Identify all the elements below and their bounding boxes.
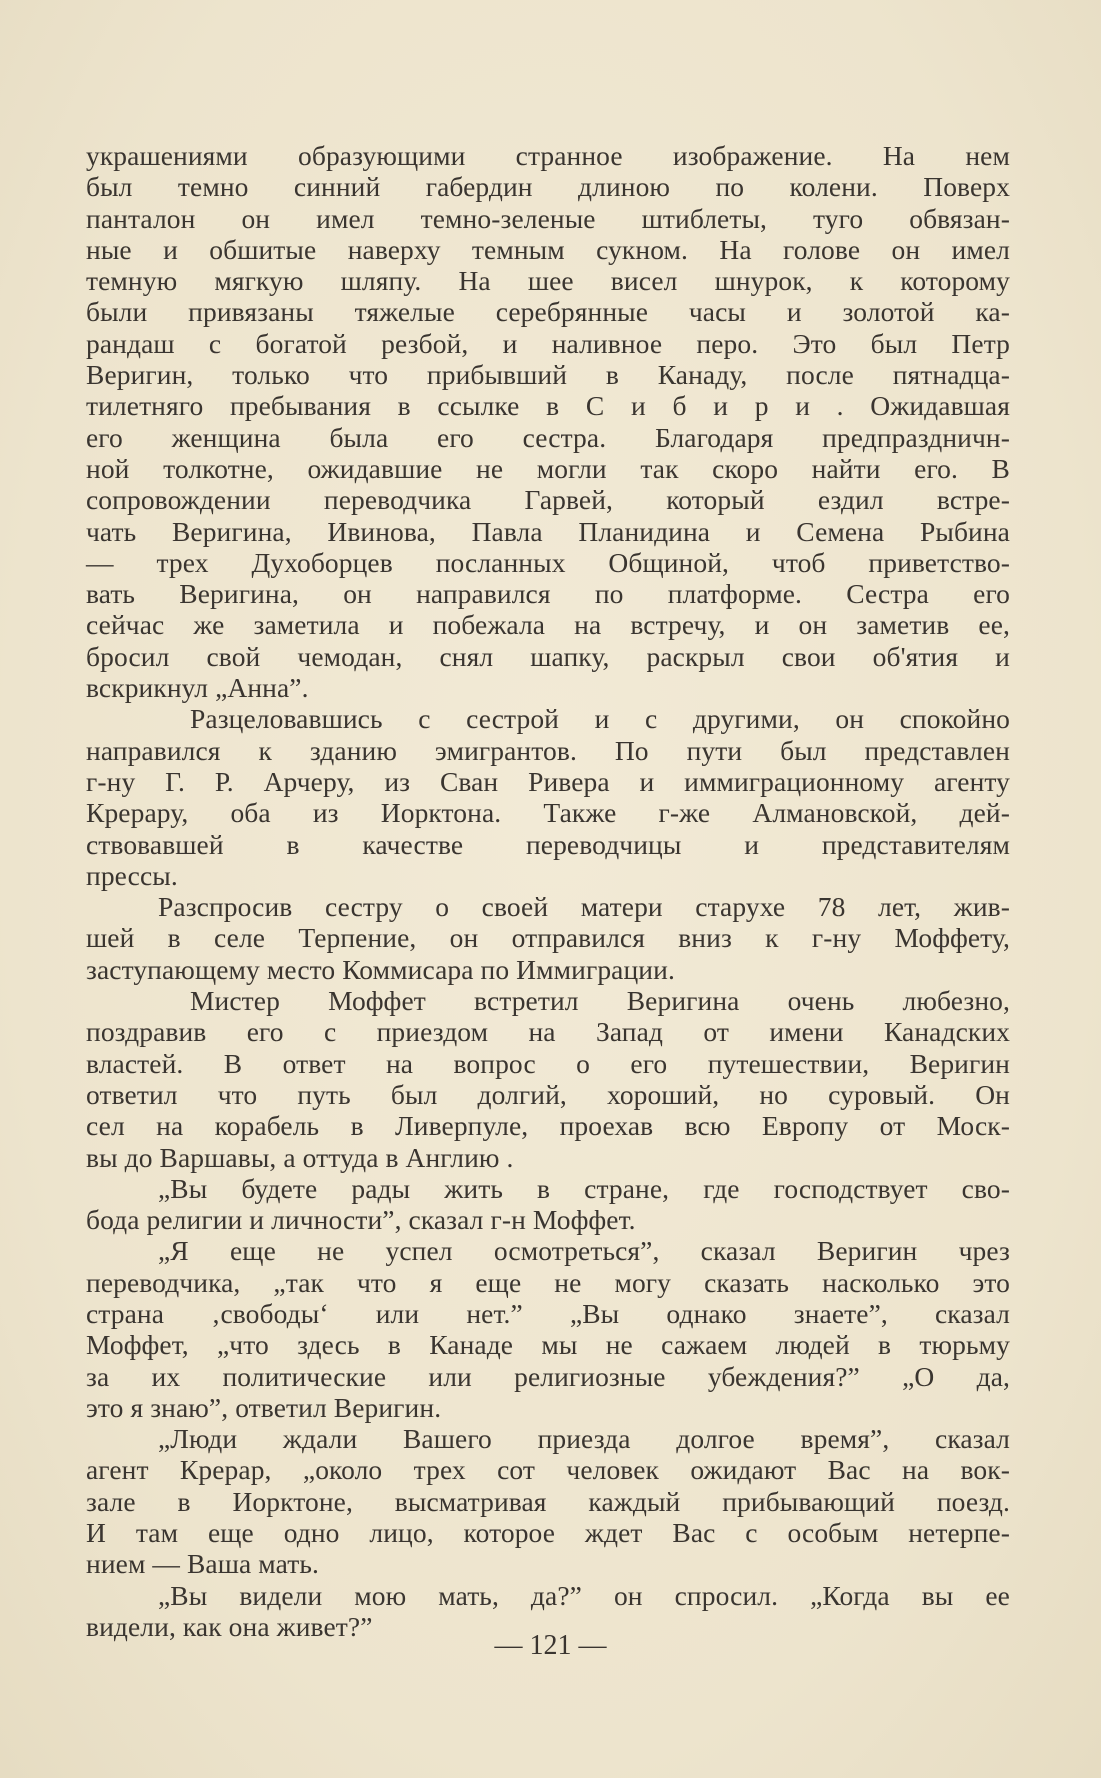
text-line: ответил что путь был долгий, хороший, но суровый. Он: [86, 1078, 1010, 1110]
text-line: за их политические или религиозные убеждения?” „О да,: [86, 1360, 1010, 1392]
text-line: Веригин, только что прибывший в Канаду, после пятнадца-: [86, 359, 1010, 391]
text-line: страна ‚свободы‘ или нет.” „Вы однако знаете”, сказал: [86, 1297, 1010, 1329]
text-line: — трех Духоборцев посланных Общиной, чтоб приветство-: [86, 546, 1010, 578]
text-line: ствовавшей в качестве переводчицы и представителям: [86, 828, 1010, 860]
text-line: Моффет, „что здесь в Канаде мы не сажаем людей в тюрьму: [86, 1329, 1010, 1361]
text-line: И там еще одно лицо, которое ждет Вас с особым нетерпе-: [86, 1517, 1010, 1549]
text-line: рандаш с богатой резбой, и наливное перо. Это был Петр: [86, 327, 1010, 359]
text-line: украшениями образующими странное изображение. На нем: [86, 140, 1010, 171]
text-line: тилетняго пребывания в ссылке в С и б и р и . Ожидавшая: [86, 390, 1010, 422]
page-number: — 121 —: [494, 1630, 607, 1661]
text-line: темную мягкую шляпу. На шее висел шнурок, к которому: [86, 265, 1010, 297]
text-line: вскрикнул „Анна”.: [86, 672, 309, 704]
text-line: Крерару, оба из Иорктона. Также г-же Алмановской, дей-: [86, 797, 1010, 829]
text-line: панталон он имел темно-зеленые штиблеты, туго обвязан-: [86, 202, 1010, 234]
text-line: бросил свой чемодан, снял шапку, раскрыл свои об'ятия и: [86, 640, 1010, 672]
text-line: сейчас же заметила и побежала на встречу, и он заметив ее,: [86, 609, 1010, 641]
text-line: был темно синний габердин длиною по колени. Поверх: [86, 171, 1010, 203]
body-text: [86, 140, 1010, 1642]
text-line: Мистер Моффет встретил Веригина очень любезно,: [190, 985, 1010, 1017]
text-line: г-ну Г. Р. Арчеру, из Сван Ривера и иммиграционному агенту: [86, 765, 1010, 797]
text-line: бода религии и личности”, сказал г-н Моффет.: [86, 1204, 636, 1236]
paragraph: [86, 891, 1010, 985]
text-line: это я знаю”, ответил Веригин.: [86, 1391, 442, 1423]
text-line: заступающему место Коммисара по Иммиграции.: [86, 953, 675, 985]
text-line: ные и обшитые наверху темным сукном. На голове он имел: [86, 233, 1010, 265]
text-line: вы до Варшавы, а оттуда в Англию .: [86, 1141, 514, 1173]
text-line: шей в селе Терпение, он отправился вниз к г-ну Моффету,: [86, 922, 1010, 954]
text-line: „Вы видели мою мать, да?” он спросил. „Когда вы ее: [158, 1579, 1010, 1611]
text-line: направился к зданию эмигрантов. По пути был представлен: [86, 734, 1010, 766]
text-line: властей. В ответ на вопрос о его путешествии, Веригин: [86, 1047, 1010, 1079]
text-line: „Вы будете рады жить в стране, где господствует сво-: [158, 1172, 1010, 1204]
paragraph: [86, 1173, 1010, 1236]
text-line: поздравив его с приездом на Запад от имени Канадских: [86, 1016, 1010, 1048]
text-line: Разспросив сестру о своей матери старухе 78 лет, жив-: [158, 891, 1010, 923]
text-line: переводчика, „так что я еще не могу сказать насколько это: [86, 1266, 1010, 1298]
text-line: чать Веригина, Ивинова, Павла Планидина и Семена Рыбина: [86, 515, 1010, 547]
text-line: его женщина была его сестра. Благодаря предпраздничн-: [86, 421, 1010, 453]
text-line: были привязаны тяжелые серебрянные часы и золотой ка-: [86, 296, 1010, 328]
text-line: Разцеловавшись с сестрой и с другими, он спокойно: [190, 703, 1010, 735]
text-line: нием — Ваша мать.: [86, 1548, 319, 1580]
text-line: агент Крерар, „около трех сот человек ожидают Вас на вок-: [86, 1454, 1010, 1486]
text-line: сел на корабель в Ливерпуле, проехав всю Европу от Моск-: [86, 1110, 1010, 1142]
text-line: прессы.: [86, 859, 178, 891]
paragraph: [86, 1235, 1010, 1423]
paragraph: [86, 985, 1010, 1173]
paragraph: [86, 140, 1010, 703]
paragraph: [86, 703, 1010, 891]
text-line: ной толкотне, ожидавшие не могли так скоро найти его. В: [86, 452, 1010, 484]
text-line: вать Веригина, он направился по платформе. Сестра его: [86, 578, 1010, 610]
text-line: „Я еще не успел осмотреться”, сказал Веригин чрез: [158, 1235, 1010, 1267]
text-line: зале в Иорктоне, высматривая каждый прибывающий поезд.: [86, 1485, 1010, 1517]
paragraph: [86, 1423, 1010, 1579]
text-line: „Люди ждали Вашего приезда долгое время”, сказал: [158, 1423, 1010, 1455]
text-line: сопровождении переводчика Гарвей, который ездил встре-: [86, 484, 1010, 516]
text-line: видели, как она живет?”: [86, 1610, 373, 1642]
